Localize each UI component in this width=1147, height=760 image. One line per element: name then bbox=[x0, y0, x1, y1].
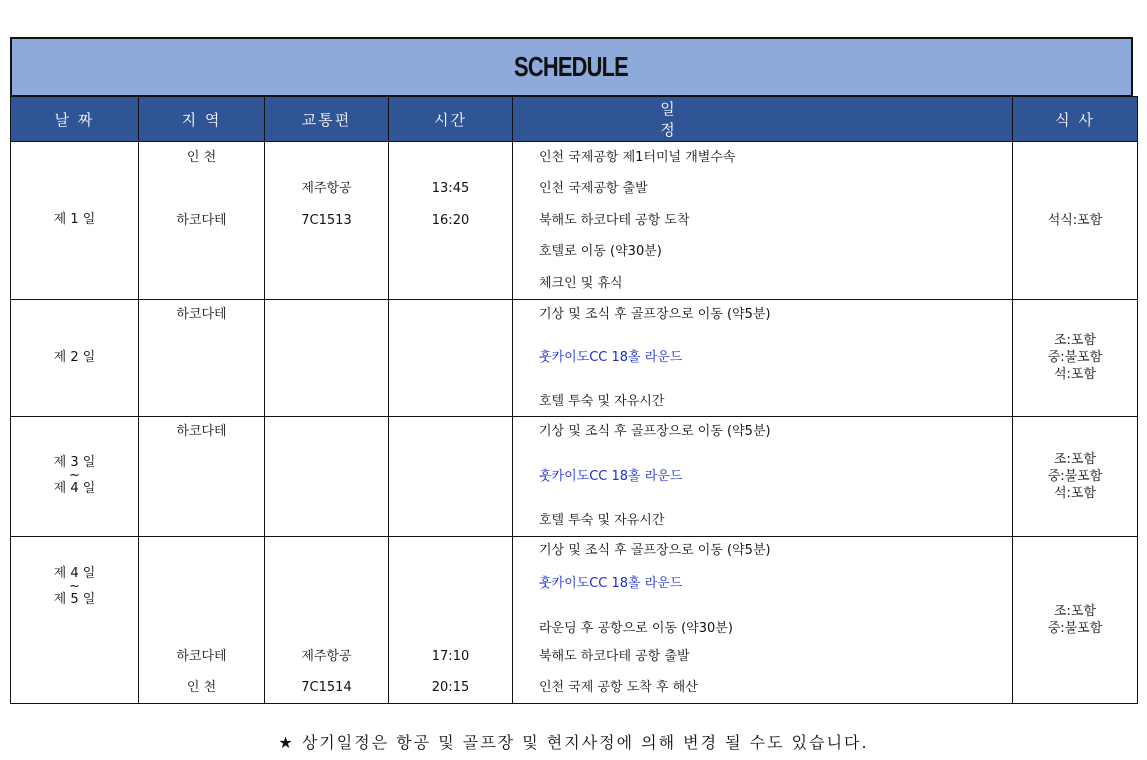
region-cell: 하코다테 bbox=[139, 416, 265, 536]
day-row bbox=[11, 536, 1138, 703]
header-region: 지 역 bbox=[139, 97, 265, 142]
header-date: 날 짜 bbox=[11, 97, 139, 142]
day-label: 제 4 일 ~ 제 5 일 bbox=[11, 536, 139, 703]
time-cell: 17:10 20:15 bbox=[389, 536, 513, 703]
schedule-cell: 기상 및 조식 후 골프장으로 이동 (약5분) 훗카이도CC 18홀 라운드 호텔 투숙 및 자유시간 bbox=[513, 416, 1013, 536]
header-meal: 식 사 bbox=[1013, 97, 1138, 142]
time-cell bbox=[389, 416, 513, 536]
round-text: 훗카이도CC 18홀 라운드 bbox=[539, 575, 683, 591]
day-label: 제 1 일 bbox=[11, 142, 139, 300]
transport-cell: 제주항공 7C1514 bbox=[265, 536, 389, 703]
header-schedule: 일 정 bbox=[513, 97, 1013, 142]
schedule-table bbox=[10, 96, 1138, 704]
day-row bbox=[11, 416, 1138, 536]
header-transport: 교통편 bbox=[265, 97, 389, 142]
region-cell: 하코다테 bbox=[139, 299, 265, 416]
region-cell: 하코다테 인 천 bbox=[139, 536, 265, 703]
round-text: 훗카이도CC 18홀 라운드 bbox=[539, 349, 683, 365]
day-row bbox=[11, 299, 1138, 416]
footnote: ★ 상기일정은 항공 및 골프장 및 현지사정에 의해 변경 될 수도 있습니다. bbox=[278, 733, 869, 752]
schedule-document bbox=[10, 37, 1133, 704]
round-text: 훗카이도CC 18홀 라운드 bbox=[539, 468, 683, 484]
region-cell: 인 천 하코다테 bbox=[139, 142, 265, 300]
meal-cell: 석식:포함 bbox=[1013, 142, 1138, 300]
transport-cell bbox=[265, 299, 389, 416]
time-cell: 13:45 16:20 bbox=[389, 142, 513, 300]
meal-cell: 조:포함 중:불포함 석:포함 bbox=[1013, 416, 1138, 536]
schedule-cell: 기상 및 조식 후 골프장으로 이동 (약5분) 훗카이도CC 18홀 라운드 라운딩 후 공항으로 이동 (약30분) 북해도 하코다테 공항 출발 인천 국제 공항 도착 후 해산 bbox=[513, 536, 1013, 703]
transport-cell bbox=[265, 416, 389, 536]
day-label: 제 3 일 ~ 제 4 일 bbox=[11, 416, 139, 536]
time-cell bbox=[389, 299, 513, 416]
header-row bbox=[11, 97, 1138, 142]
header-time: 시간 bbox=[389, 97, 513, 142]
day-label: 제 2 일 bbox=[11, 299, 139, 416]
meal-cell: 조:포함 중:불포함 석:포함 bbox=[1013, 299, 1138, 416]
schedule-title: SCHEDULE bbox=[10, 37, 1133, 96]
schedule-cell: 기상 및 조식 후 골프장으로 이동 (약5분) 훗카이도CC 18홀 라운드 호텔 투숙 및 자유시간 bbox=[513, 299, 1013, 416]
schedule-cell: 인천 국제공항 제1터미널 개별수속 인천 국제공항 출발 북해도 하코다테 공항 도착 호텔로 이동 (약30분) 체크인 및 휴식 bbox=[513, 142, 1013, 300]
day-row bbox=[11, 142, 1138, 300]
meal-cell: 조:포함 중:불포함 bbox=[1013, 536, 1138, 703]
transport-cell: 제주항공 7C1513 bbox=[265, 142, 389, 300]
